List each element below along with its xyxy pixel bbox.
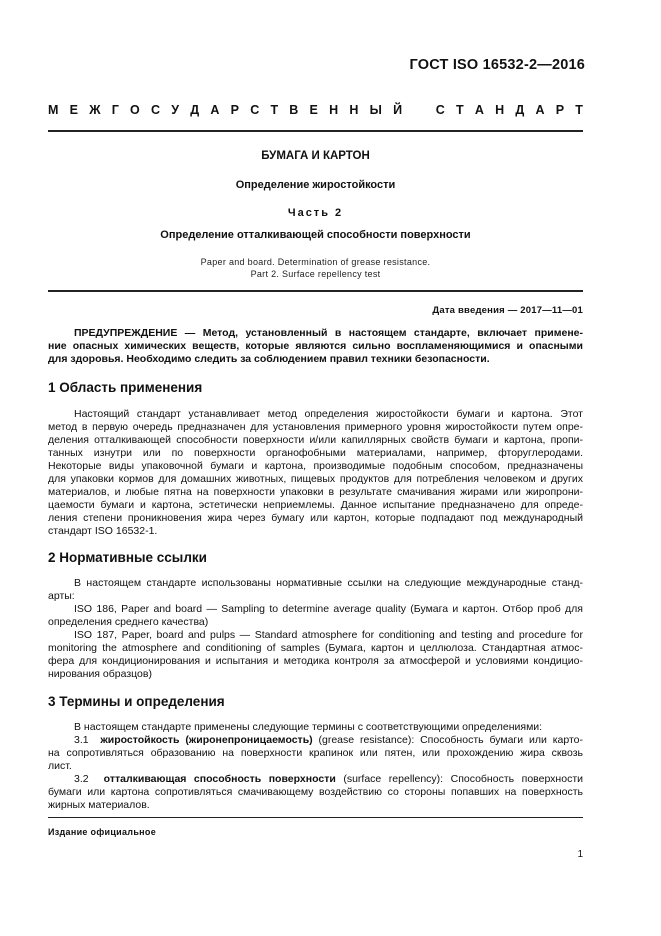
- banner-letter: В: [289, 103, 299, 117]
- banner-letter: С: [435, 103, 445, 117]
- banner-letter: Н: [329, 103, 339, 117]
- body-line: определения среднего качества): [48, 616, 209, 628]
- document-title: БУМАГА И КАРТОН: [261, 150, 370, 162]
- body-line: лист.: [48, 760, 72, 772]
- english-title-line: Paper and board. Determination of grease resistance.: [200, 257, 431, 267]
- body-line: на сопротивляться образованию на поверхности крапинок или пятен, или прохождению жира сквозь: [48, 747, 583, 759]
- section-3-body: [48, 721, 583, 812]
- warning-paragraph: [48, 327, 583, 366]
- body-line: В настоящем стандарте использованы нормативные ссылки на следующие международные станд-: [74, 577, 583, 589]
- body-line: нирования образцов): [48, 668, 152, 680]
- term-name: жиростойкость (жиронепроницаемость): [100, 734, 313, 746]
- body-line: ISO 186, Paper and board — Sampling to determine average quality (Бумага и картон. Отбор проб для: [74, 603, 583, 615]
- banner-letter: Н: [349, 103, 359, 117]
- banner-letter: Н: [495, 103, 505, 117]
- term-definition: (grease resistance): Способность бумаги или карто-: [312, 734, 583, 746]
- banner-letter: Й: [393, 103, 403, 117]
- body-line: ления степени проникновения жира через бумагу или картон, которые подпадают под международный: [48, 512, 583, 524]
- body-line: танных изнутри или по поверхности органофобными материалами, например, фторуглеродами.: [48, 447, 583, 459]
- body-line: цаемости бумаги и картона, эстетически неприемлемы. Данное испытание предназначено для опреде-: [48, 499, 583, 511]
- banner-letter: С: [250, 103, 260, 117]
- banner-letter: Ж: [89, 103, 101, 117]
- effective-date: Дата введения — 2017—11—01: [432, 305, 583, 316]
- english-title-line: Part 2. Surface repellency test: [250, 269, 381, 279]
- term-name: отталкивающая способность поверхности: [103, 773, 336, 785]
- body-line: жирных материалов.: [48, 799, 150, 811]
- term-number: 3.1: [74, 734, 89, 746]
- warning-line: для здоровья. Необходимо следить за соблюдением правил техники безопасности.: [48, 353, 490, 365]
- banner-letter: А: [210, 103, 220, 117]
- interstate-standard-banner: [48, 103, 583, 117]
- banner-letter: Т: [455, 103, 464, 117]
- body-line: фера для кондиционирования и испытания и методика контроля за атмосферой и условиями кондицио-: [48, 655, 583, 667]
- banner-letter: Е: [309, 103, 318, 117]
- footer-divider: [48, 817, 583, 818]
- document-subtitle: Определение жиростойкости: [235, 179, 396, 191]
- banner-letter: Г: [111, 103, 119, 117]
- body-line: бумаги или картона сопротивляться смачивающему воздействию со стороны попавших на поверхность: [48, 786, 583, 798]
- banner-letter: Д: [190, 103, 200, 117]
- warning-line: ние опасных химических веществ, которые являются сильно воспламеняющимися и опасными: [48, 340, 583, 352]
- banner-letter: У: [171, 103, 180, 117]
- banner-letter: Р: [555, 103, 565, 117]
- body-line: арты:: [48, 590, 75, 602]
- edition-note: Издание официальное: [48, 827, 157, 837]
- body-line: В настоящем стандарте применены следующие термины с соответствующими определениями:: [74, 721, 543, 733]
- standard-code: ГОСТ ISO 16532-2—2016: [409, 57, 585, 73]
- english-title: [48, 256, 583, 280]
- banner-letter: Т: [575, 103, 583, 117]
- term-number: 3.2: [74, 773, 89, 785]
- banner-letter: Т: [270, 103, 279, 117]
- banner-letter: Е: [69, 103, 78, 117]
- banner-letter: М: [48, 103, 59, 117]
- body-line: Настоящий стандарт устанавливает метод определения жиростойкости бумаги и картона. Этот: [74, 408, 583, 420]
- term-1-line: [48, 734, 583, 747]
- body-line: для упаковки кормов для домашних животных, пищевых продуктов для потребления человеком и других: [48, 473, 583, 485]
- section-2-body: [48, 577, 583, 681]
- body-line: monitoring the atmosphere and conditioning of samples (Бумага, картон и целлюлоза. Стандартная атмос-: [48, 642, 583, 654]
- banner-letter: А: [535, 103, 545, 117]
- body-line: ISO 187, Paper, board and pulps — Standard atmosphere for conditioning and testing and procedure for: [74, 629, 583, 641]
- banner-letter: С: [151, 103, 161, 117]
- banner-letter: Р: [230, 103, 239, 117]
- warning-line: ПРЕДУПРЕЖДЕНИЕ — Метод, установленный в настоящем стандарте, включает примене-: [74, 327, 583, 339]
- section-1-heading: 1 Область применения: [48, 380, 203, 395]
- banner-letter: Ы: [369, 103, 382, 117]
- section-3-heading: 3 Термины и определения: [48, 694, 225, 709]
- body-line: материалов, и любые пятна на поверхности упаковки в результате смачивания жирами или жиропрони-: [48, 486, 583, 498]
- part-name: Определение отталкивающей способности поверхности: [160, 229, 471, 241]
- banner-letter: А: [474, 103, 484, 117]
- body-line: деления отталкивающей способности поверхности и/или капиллярных свойств бумаги и картона, пропи-: [48, 434, 583, 446]
- body-line: стандарт ISO 16532-1.: [48, 525, 158, 537]
- term-definition: (surface repellency): Способность поверхности: [335, 773, 583, 785]
- page-number: 1: [577, 849, 583, 860]
- term-2-line: [48, 773, 583, 786]
- top-divider: [48, 130, 583, 132]
- part-label: Часть 2: [287, 207, 344, 219]
- banner-letter: О: [130, 103, 140, 117]
- banner-letter: Д: [515, 103, 525, 117]
- title-divider: [48, 290, 583, 292]
- body-line: метод в первую очередь предназначен для установления примерного уровня жиростойкости путем опре-: [48, 421, 583, 433]
- section-1-body: [48, 408, 583, 538]
- body-line: Некоторые виды упаковочной бумаги и картона, производимые подобным способом, предназначены: [48, 460, 583, 472]
- section-2-heading: 2 Нормативные ссылки: [48, 550, 207, 565]
